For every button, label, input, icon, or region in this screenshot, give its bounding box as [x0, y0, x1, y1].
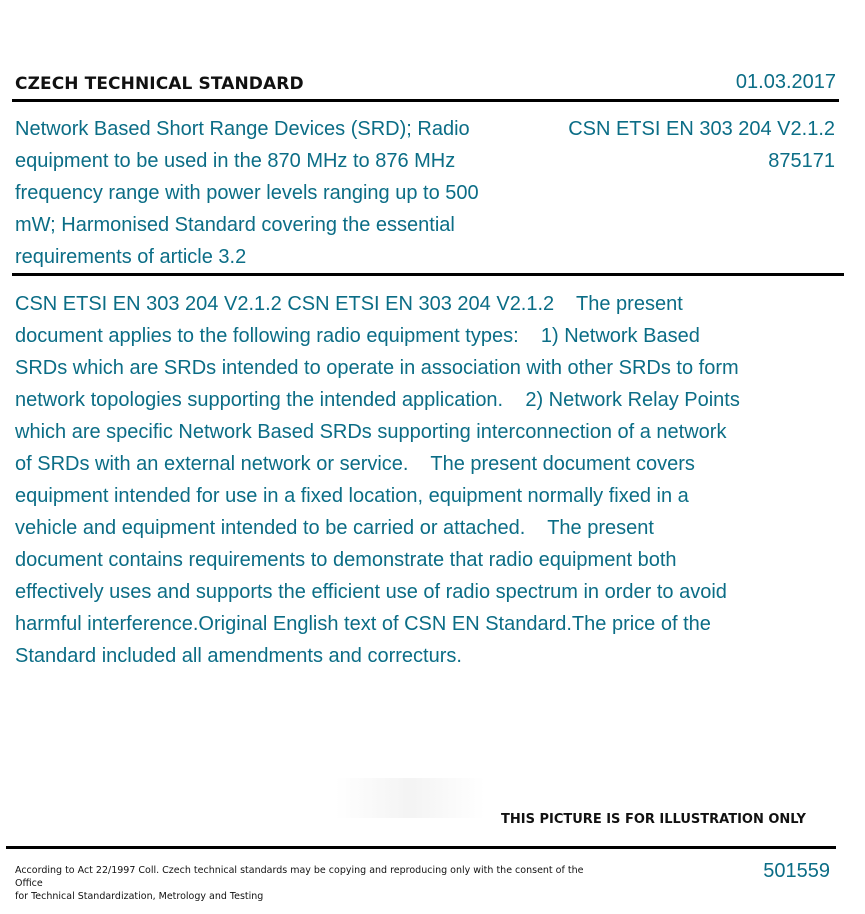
catalog-number: 875171 [768, 150, 835, 172]
copyright-notice [15, 864, 595, 903]
standard-code: CSN ETSI EN 303 204 V2.1.2 [568, 118, 835, 140]
footer-divider [6, 846, 836, 849]
illustration-disclaimer: THIS PICTURE IS FOR ILLUSTRATION ONLY [501, 812, 806, 827]
standard-identifier-block [568, 113, 835, 177]
document-type-heading: CZECH TECHNICAL STANDARD [15, 74, 304, 94]
faded-preview-mark [335, 778, 485, 818]
document-id: 501559 [763, 860, 830, 882]
title-divider [12, 273, 844, 276]
standard-title: Network Based Short Range Devices (SRD); Radio equipment to be used in the 870 MHz to 876 MHz frequency range with power levels ranging up to 500 mW; Harmonised Standard covering the essential requirements of article 3.2 [15, 118, 479, 268]
standard-abstract: CSN ETSI EN 303 204 V2.1.2 CSN ETSI EN 303 204 V2.1.2 The present document applies to the following radio equipment types: 1) Network Based SRDs which are SRDs intended to operate in association with other SRDs to form network topologies supporting the intended application. 2) Network Relay Points which are specific Network Based SRDs supporting interconnection of a network of SRDs with an external network or service. The present document covers equipment intended for use in a fixed location, equipment normally fixed in a vehicle and equipment intended to be carried or attached. The present document contains requirements to demonstrate that radio equipment both effectively uses and supports the efficient use of radio spectrum in order to avoid harmful interference.Original English text of CSN EN Standard.The price of the Standard included all amendments and correcturs. [15, 293, 746, 667]
copyright-notice-line: for Technical Standardization, Metrology and Testing [15, 891, 264, 902]
header-divider [12, 99, 839, 102]
copyright-notice-line: According to Act 22/1997 Coll. Czech technical standards may be copying and reproducing only with the consent of the Office [15, 865, 584, 889]
publication-date: 01.03.2017 [735, 71, 836, 93]
